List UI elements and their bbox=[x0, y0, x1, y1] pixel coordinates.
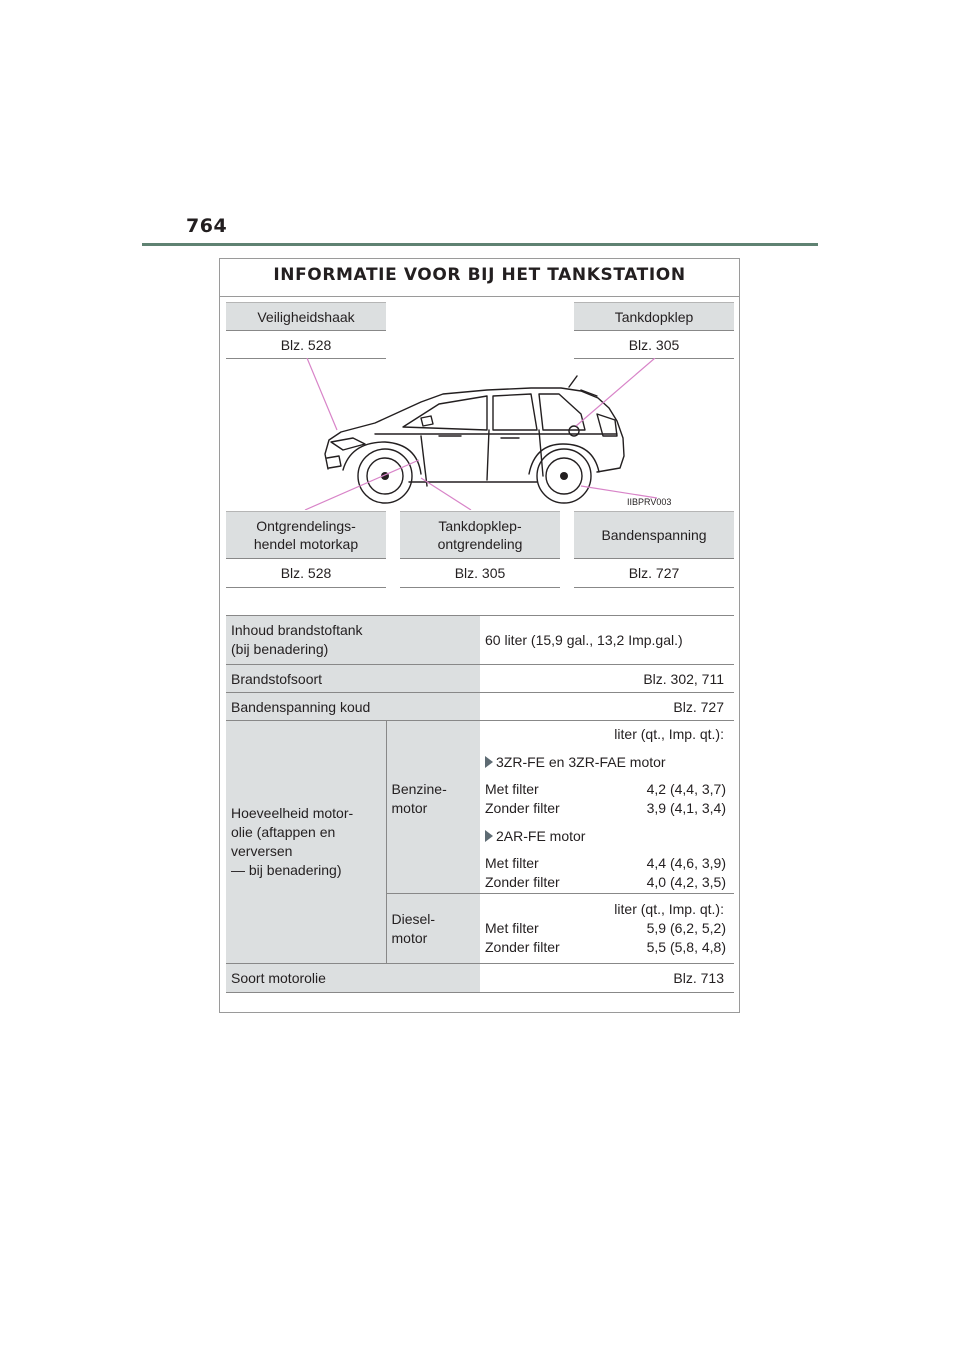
car-drawing bbox=[225, 358, 735, 510]
value-row bbox=[485, 799, 726, 818]
petrol-label-line: motor bbox=[391, 800, 428, 816]
callout-label: Veiligheidshaak bbox=[226, 302, 386, 331]
callout-safety-hook bbox=[226, 302, 386, 359]
row-label: Met filter bbox=[485, 855, 539, 871]
row-value: 4,4 (4,6, 3,9) bbox=[646, 855, 726, 871]
table-row bbox=[226, 616, 734, 665]
engine-2ar-heading bbox=[485, 827, 726, 846]
callout-label-line: ontgrendeling bbox=[437, 536, 523, 552]
diesel-unit: liter (qt., Imp. qt.): bbox=[614, 901, 724, 917]
callout-label-line: Ontgrendelings- bbox=[256, 518, 356, 534]
callout-label bbox=[400, 511, 560, 559]
oil-label-line: — bij benadering) bbox=[231, 862, 342, 878]
oil-label-line: verversen bbox=[231, 843, 293, 859]
callout-page: Blz. 528 bbox=[226, 331, 386, 359]
diesel-engine-label bbox=[386, 894, 480, 964]
triangle-bullet-icon bbox=[485, 756, 493, 768]
petrol-label-line: Benzine- bbox=[391, 781, 447, 797]
diesel-label-line: Diesel- bbox=[391, 910, 436, 927]
callout-hood-release bbox=[226, 511, 386, 588]
page-number: 764 bbox=[186, 215, 228, 237]
oil-label-line: olie (aftappen en bbox=[231, 824, 336, 840]
value-row bbox=[485, 873, 726, 892]
callout-label: Tankdopklep bbox=[574, 302, 734, 331]
row-value: 5,5 (5,8, 4,8) bbox=[646, 939, 726, 955]
table-row bbox=[226, 964, 734, 993]
row-label: Met filter bbox=[485, 920, 539, 936]
tank-value: 60 liter (15,9 gal., 13,2 Imp.gal.) bbox=[480, 616, 734, 665]
table-row bbox=[226, 665, 734, 693]
spec-table bbox=[226, 615, 734, 993]
engine-name: 3ZR-FE en 3ZR-FAE motor bbox=[496, 754, 666, 770]
petrol-engine-label bbox=[386, 721, 480, 894]
callout-page: Blz. 305 bbox=[574, 331, 734, 359]
diesel-oil-values bbox=[480, 894, 734, 964]
header-rule bbox=[142, 243, 818, 246]
fuel-type-value: Blz. 302, 711 bbox=[480, 665, 734, 693]
car-illustration bbox=[225, 358, 735, 510]
diesel-label-line: motor bbox=[391, 929, 428, 946]
tire-cold-label: Bandenspanning koud bbox=[226, 693, 480, 721]
callout-label bbox=[226, 511, 386, 559]
callout-page: Blz. 305 bbox=[400, 559, 560, 588]
table-row bbox=[226, 721, 734, 894]
tank-label bbox=[226, 616, 480, 665]
figure-code: IIBPRV003 bbox=[627, 497, 672, 507]
row-label: Zonder filter bbox=[485, 939, 560, 955]
row-label: Zonder filter bbox=[485, 874, 560, 890]
petrol-oil-values bbox=[480, 721, 734, 894]
oil-quantity-label bbox=[226, 721, 386, 964]
callout-fuel-door bbox=[574, 302, 734, 359]
engine-name: 2AR-FE motor bbox=[496, 828, 586, 844]
callout-label-line: Tankdopklep- bbox=[438, 518, 522, 534]
oil-type-value: Blz. 713 bbox=[480, 964, 734, 993]
tire-cold-value: Blz. 727 bbox=[480, 693, 734, 721]
engine-3zr-heading bbox=[485, 753, 726, 772]
tank-label-line: (bij benadering) bbox=[231, 641, 329, 657]
oil-type-label: Soort motorolie bbox=[226, 964, 480, 993]
row-label: Zonder filter bbox=[485, 800, 560, 816]
engine-3zr-values bbox=[485, 780, 726, 818]
callout-fuel-door-release bbox=[400, 511, 560, 588]
box-title: INFORMATIE VOOR BIJ HET TANKSTATION bbox=[220, 259, 739, 297]
row-value: 4,2 (4,4, 3,7) bbox=[646, 781, 726, 797]
value-row bbox=[485, 854, 726, 873]
row-value: 4,0 (4,2, 3,5) bbox=[646, 874, 726, 890]
engine-2ar-values bbox=[485, 854, 726, 892]
callout-page: Blz. 528 bbox=[226, 559, 386, 588]
triangle-bullet-icon bbox=[485, 830, 493, 842]
callout-page: Blz. 727 bbox=[574, 559, 734, 588]
fuel-type-label: Brandstofsoort bbox=[226, 665, 480, 693]
value-row bbox=[485, 919, 726, 938]
petrol-unit: liter (qt., Imp. qt.): bbox=[614, 726, 724, 742]
callout-tire-pressure bbox=[574, 511, 734, 588]
callout-label: Bandenspanning bbox=[574, 511, 734, 559]
value-row bbox=[485, 780, 726, 799]
row-value: 3,9 (4,1, 3,4) bbox=[646, 800, 726, 816]
value-row bbox=[485, 938, 726, 957]
row-value: 5,9 (6,2, 5,2) bbox=[646, 920, 726, 936]
tank-label-line: Inhoud brandstoftank bbox=[231, 622, 363, 638]
table-row bbox=[226, 693, 734, 721]
oil-label-line: Hoeveelheid motor- bbox=[231, 805, 354, 821]
row-label: Met filter bbox=[485, 781, 539, 797]
callout-label-line: hendel motorkap bbox=[253, 536, 359, 552]
